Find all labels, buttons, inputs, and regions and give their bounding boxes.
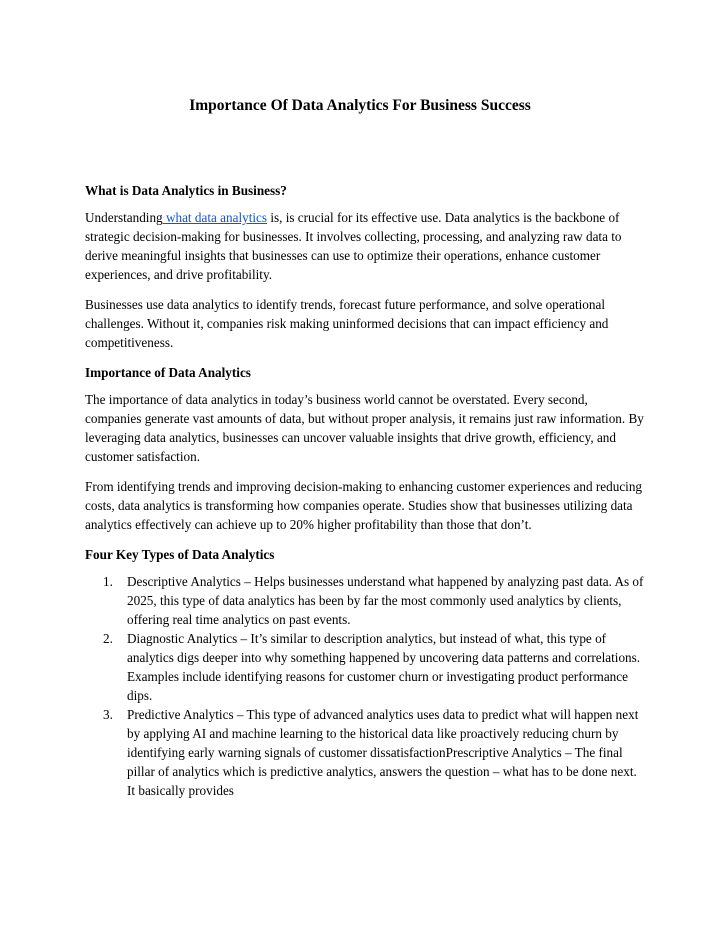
list-item [85,705,645,800]
document-body [85,181,645,800]
list-item-text: Descriptive Analytics – Helps businesses understand what happened by analyzing past data. As of 2025, this type of data analytics has been by far the most commonly used analytics by clients, offering real time analytics on past events. [127,574,644,627]
list-item [85,572,645,629]
paragraph: From identifying trends and improving decision-making to enhancing customer experiences and reducing costs, data analytics is transforming how companies operate. Studies show that businesses utilizing data analytics effectively can achieve up to 20% higher profitability than those that don’t. [85,479,643,532]
section-heading: Four Key Types of Data Analytics [85,547,275,562]
section-heading: What is Data Analytics in Business? [85,183,287,198]
paragraph [85,208,645,284]
section-heading: Importance of Data Analytics [85,365,251,380]
list-number: 3. [103,707,113,722]
paragraph: Businesses use data analytics to identify trends, forecast future performance, and solve operational challenges. Without it, companies risk making uninformed decisions that can impact efficiency and competitiveness. [85,297,609,350]
list-number: 2. [103,631,113,646]
document-title: Importance Of Data Analytics For Business Success [189,97,531,114]
paragraph-text: is, is crucial for its effective use. Data analytics is the backbone of strategic decision-making for businesses. It involves collecting, processing, and analyzing raw data to derive meaningful insights that businesses can use to optimize their operations, enhance customer experiences, and drive profitability. [85,210,622,282]
list-number: 1. [103,574,113,589]
section-importance [85,363,645,534]
analytics-types-list [85,572,645,800]
section-four-key-types [85,545,645,800]
paragraph: The importance of data analytics in today’s business world cannot be overstated. Every second, companies generate vast amounts of data, but without proper analysis, it remains just raw information. By leveraging data analytics, businesses can uncover valuable insights that drive growth, efficiency, and customer satisfaction. [85,392,644,464]
what-data-analytics-link[interactable]: what data analytics [162,210,268,225]
list-item-text: Diagnostic Analytics – It’s similar to description analytics, but instead of what, this type of analytics digs deeper into why something happened by uncovering data patterns and correlations. Examples include identifying reasons for customer churn or investigating product performance dips. [127,631,641,703]
paragraph-text: Understanding [85,210,163,225]
section-what-is-data-analytics [85,181,645,352]
list-item-text: Predictive Analytics – This type of advanced analytics uses data to predict what will happen next by applying AI and machine learning to the historical data like proactively reducing churn by identifying early warning signals of customer dissatisfactionPrescriptive Analytics – The final pillar of analytics which is predictive analytics, answers the question – what has to be done next. It basically provides [127,707,639,798]
list-item [85,629,645,705]
